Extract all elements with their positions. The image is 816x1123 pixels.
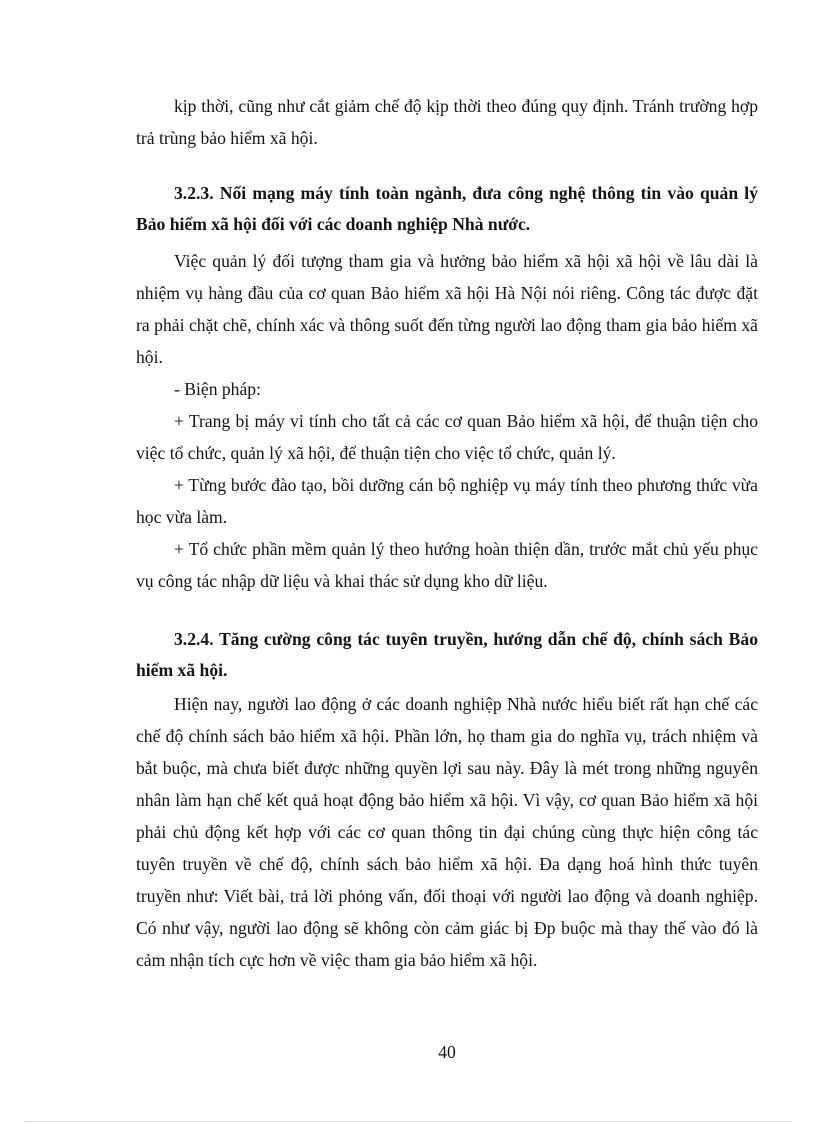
paragraph-propaganda: Hiện nay, người lao động ở các doanh nghiệp Nhà nước hiểu biết rất hạn chế các chế độ chính sách bảo hiểm xã hội. Phần lớn, họ tham gia do nghĩa vụ, trách nhiệm và bắt buộc, mà chưa biết được những quyền lợi sau này. Đây là mét trong những nguyên nhân làm hạn chế kết quả hoạt động bảo hiểm xã hội. Vì vậy, cơ quan Bảo hiểm xã hội phải chủ động kết hợp với các cơ quan thông tin đại chúng cùng thực hiện công tác tuyên truyền về chế độ, chính sách bảo hiểm xã hội. Đa dạng hoá hình thức tuyên truyền như: Viết bài, trả lời phỏng vấn, đối thoại với người lao động và doanh nghiệp. Có như vậy, người lao động sẽ không còn cảm giác bị Đp buộc mà thay thế vào đó là cảm nhận tích cực hơn về việc tham gia bảo hiểm xã hội. (136, 694, 758, 970)
paragraph-measures-label: - Biện pháp: (174, 379, 261, 399)
paragraph-management: Việc quản lý đối tượng tham gia và hưởng bảo hiểm xã hội xã hội về lâu dài là nhiệm vụ hàng đầu của cơ quan Bảo hiểm xã hội Hà Nội nói riêng. Công tác được đặt ra phải chặt chẽ, chính xác và thông suốt đến từng người lao động tham gia bảo hiểm xã hội. (136, 251, 758, 367)
section-heading-3-2-4: 3.2.4. Tăng cường công tác tuyên truyền, hướng dẫn chế độ, chính sách Bảo hiểm xã hội. (136, 629, 758, 680)
page-bottom-divider (24, 1121, 792, 1122)
document-page (136, 0, 758, 1123)
paragraph-measure-computers: + Trang bị máy vi tính cho tất cả các cơ quan Bảo hiểm xã hội, để thuận tiện cho việc tổ chức, quản lý xã hội, để thuận tiện cho việc tổ chức, quản lý. (136, 411, 758, 463)
paragraph-measure-software: + Tổ chức phần mềm quản lý theo hướng hoàn thiện dần, trước mắt chủ yếu phục vụ công tác nhập dữ liệu và khai thác sử dụng kho dữ liệu. (136, 539, 758, 591)
paragraph-continuation: kịp thời, cũng như cắt giảm chế độ kịp thời theo đúng quy định. Tránh trường hợp trả trùng bảo hiểm xã hội. (136, 96, 758, 148)
section-heading-3-2-3: 3.2.3. Nối mạng máy tính toàn ngành, đưa công nghệ thông tin vào quản lý Bảo hiểm xã hội đối với các doanh nghiệp Nhà nước. (136, 183, 758, 234)
page-number: 40 (438, 1042, 456, 1062)
paragraph-measure-training: + Từng bước đào tạo, bồi dưỡng cán bộ nghiệp vụ máy tính theo phương thức vừa học vừa làm. (136, 475, 758, 527)
